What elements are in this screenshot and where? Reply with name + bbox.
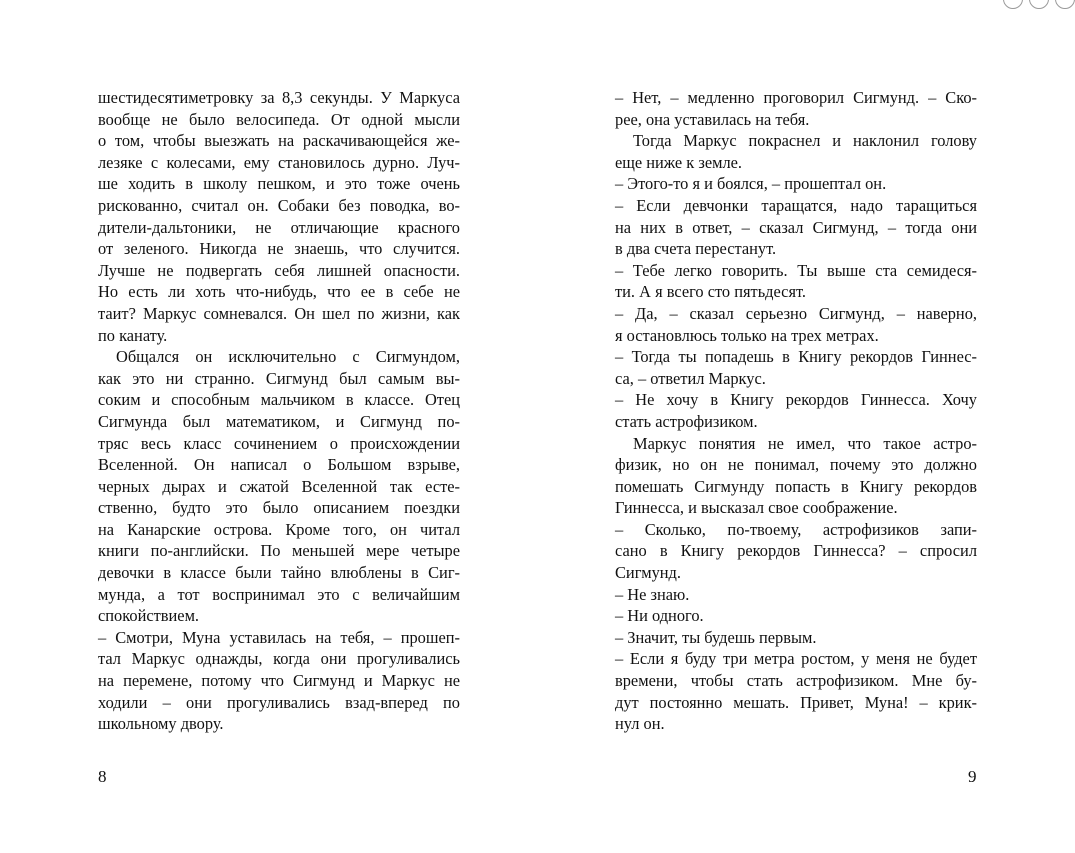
control-circle-3[interactable] bbox=[1055, 0, 1075, 9]
text-line: Лучше не подвергать себя лишней опасности. bbox=[98, 260, 460, 280]
page-number-right: 9 bbox=[968, 767, 977, 786]
text-line: Общался он исключительно с Сигмундом, bbox=[116, 347, 460, 367]
text-line: са, – ответил Маркус. bbox=[615, 368, 766, 388]
text-line: соким и способным мальчиком в классе. Отец bbox=[98, 390, 460, 410]
text-line: я остановлюсь только на трех метрах. bbox=[615, 325, 879, 345]
text-line: тал Маркус однажды, когда они прогуливались bbox=[98, 649, 460, 669]
text-line: в два счета перестанут. bbox=[615, 239, 777, 259]
text-line: лезяке с колесами, ему становилось дурно. Луч- bbox=[98, 152, 460, 172]
text-line: – Сколько, по-твоему, астрофизиков запи- bbox=[615, 519, 977, 539]
text-line: времени, чтобы стать астрофизиком. Мне бу- bbox=[615, 671, 977, 691]
text-line: Тогда Маркус покраснел и наклонил голову bbox=[633, 131, 977, 151]
text-line: – Не знаю. bbox=[615, 584, 690, 604]
text-line: – Ни одного. bbox=[615, 606, 704, 626]
window-controls bbox=[1003, 0, 1075, 14]
text-line: на Канарские острова. Кроме того, он читал bbox=[98, 519, 460, 539]
text-line: физик, но он не понимал, почему это должно bbox=[615, 455, 977, 475]
text-line: – Не хочу в Книгу рекордов Гиннесса. Хочу bbox=[615, 390, 977, 410]
text-line: книги по-английски. По меньшей мере четыре bbox=[98, 541, 460, 561]
text-line: по канату. bbox=[98, 325, 168, 345]
text-line: ти. А я всего сто пятьдесят. bbox=[615, 282, 807, 302]
text-line: от зеленого. Никогда не знаешь, что случится. bbox=[98, 239, 460, 259]
text-line: – Если девчонки таращатся, надо таращиться bbox=[615, 195, 977, 215]
text-line: на них в ответ, – сказал Сигмунд, – тогда они bbox=[615, 217, 977, 237]
text-line: стать астрофизиком. bbox=[615, 411, 758, 431]
text-line: тряс весь класс сочинением о происхождении bbox=[98, 433, 460, 453]
text-line: Но есть ли хоть что-нибудь, что ее в себе не bbox=[98, 282, 460, 302]
text-line: Сигмунд. bbox=[615, 563, 681, 583]
text-line: – Этого-то я и боялся, – прошептал он. bbox=[615, 174, 887, 194]
text-line: – Значит, ты будешь первым. bbox=[615, 627, 817, 647]
page-number-left: 8 bbox=[98, 767, 107, 786]
text-line: – Нет, – медленно проговорил Сигмунд. – Ско- bbox=[615, 88, 977, 107]
text-line: ходили – они прогуливались взад-вперед по bbox=[98, 692, 460, 712]
text-line: – Тогда ты попадешь в Книгу рекордов Гиннес- bbox=[615, 347, 977, 367]
text-line: Вселенной. Он написал о Большом взрыве, bbox=[98, 455, 460, 475]
text-line: дители-дальтоники, не отличающие красного bbox=[98, 217, 460, 237]
text-line: рискованно, считал он. Собаки без поводка, во- bbox=[98, 195, 460, 215]
text-line: – Если я буду три метра ростом, у меня не будет bbox=[615, 649, 977, 669]
text-line: ственно, будто это было описанием поездки bbox=[98, 498, 460, 518]
control-circle-1[interactable] bbox=[1003, 0, 1023, 9]
text-line: Сигмунда был математиком, и Сигмунд по- bbox=[98, 411, 460, 431]
text-line: школьному двору. bbox=[98, 714, 224, 734]
text-line: таит? Маркус сомневался. Он шел по жизни, как bbox=[98, 303, 460, 323]
text-line: дут постоянно мешать. Привет, Муна! – крик- bbox=[615, 692, 977, 712]
text-line: шестидесятиметровку за 8,3 секунды. У Маркуса bbox=[98, 88, 460, 107]
text-line: еще ниже к земле. bbox=[615, 152, 743, 172]
text-line: вообще не было велосипеда. От одной мысли bbox=[98, 109, 460, 129]
control-circle-2[interactable] bbox=[1029, 0, 1049, 9]
text-line: – Тебе легко говорить. Ты выше ста семидеся- bbox=[615, 260, 977, 280]
text-line: рее, она уставилась на тебя. bbox=[615, 109, 810, 129]
text-line: – Смотри, Муна уставилась на тебя, – прошеп- bbox=[98, 627, 460, 647]
text-line: девочки в классе были тайно влюблены в Сиг- bbox=[98, 563, 460, 583]
right-page-text bbox=[615, 87, 977, 735]
text-line: нул он. bbox=[615, 714, 665, 734]
text-line: помешать Сигмунду попасть в Книгу рекордов bbox=[615, 476, 977, 496]
text-line: мунда, а тот воспринимал это с величайшим bbox=[98, 584, 460, 604]
text-line: Маркус понятия не имел, что такое астро- bbox=[633, 433, 977, 453]
text-line: как это ни странно. Сигмунд был самым вы- bbox=[98, 368, 460, 388]
text-line: – Да, – сказал серьезно Сигмунд, – наверно, bbox=[615, 303, 977, 323]
left-page-text bbox=[98, 87, 460, 735]
text-line: черных дырах и сжатой Вселенной так есте- bbox=[98, 476, 460, 496]
text-line: Гиннесса, и высказал свое соображение. bbox=[615, 498, 898, 518]
text-line: спокойствием. bbox=[98, 606, 200, 626]
text-line: на перемене, потому что Сигмунд и Маркус не bbox=[98, 671, 460, 691]
text-line: о том, чтобы выезжать на раскачивающейся же- bbox=[98, 131, 460, 151]
text-line: ше ходить в школу пешком, и это тоже очень bbox=[98, 174, 460, 194]
text-line: сано в Книгу рекордов Гиннесса? – спросил bbox=[615, 541, 977, 561]
